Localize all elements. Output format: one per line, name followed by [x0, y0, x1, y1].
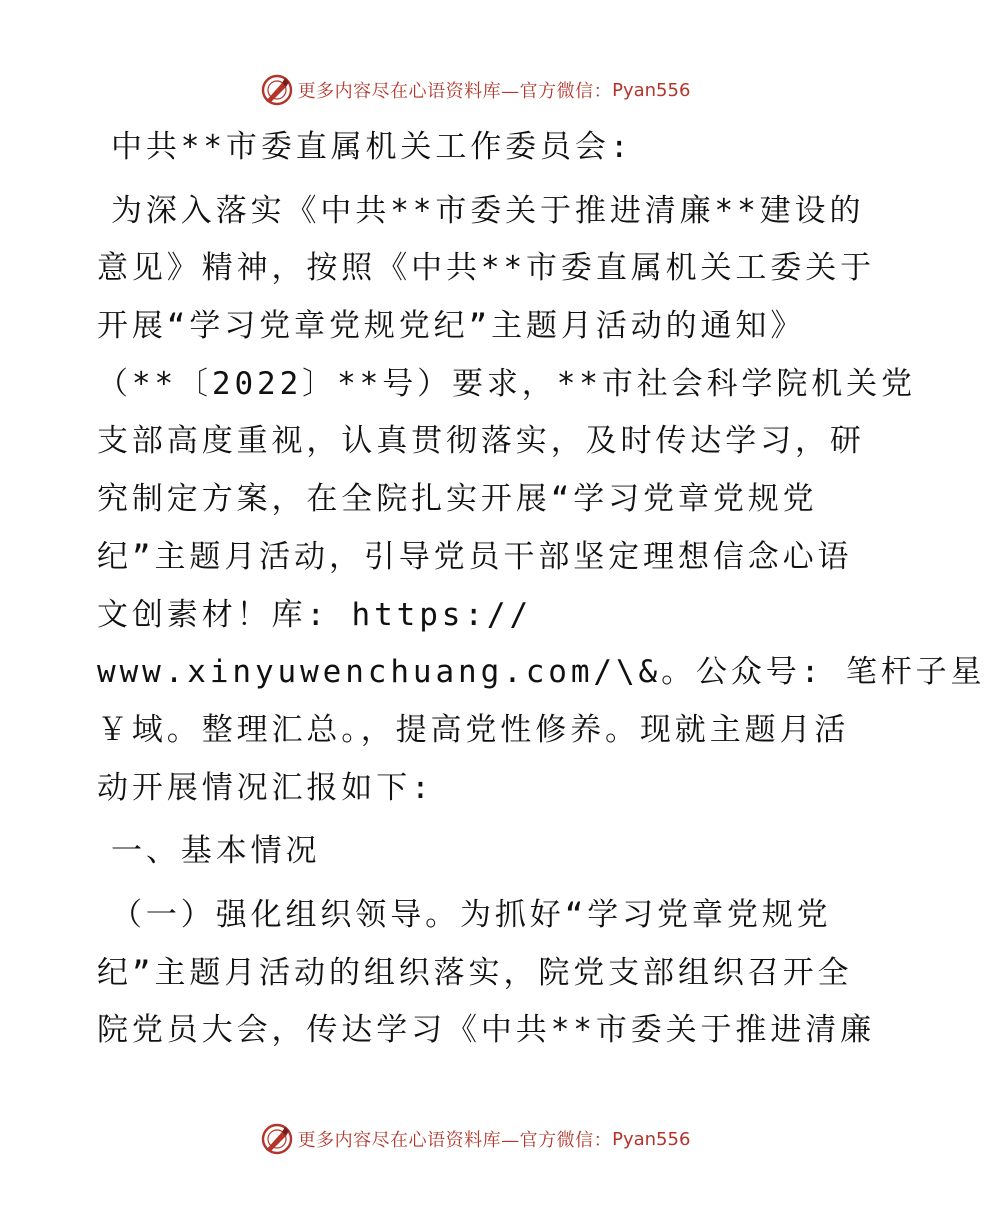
watermark-header: [0, 72, 950, 108]
paragraph-line: 文创素材！库: https://: [97, 596, 533, 633]
paragraph-line: 究制定方案，在全院扎实开展“学习党章党规党: [97, 481, 818, 518]
paragraph-line: 支部高度重视，认真贯彻落实，及时传达学习，研: [97, 423, 865, 460]
salutation-line: 中共**市委直属机关工作委员会:: [111, 129, 633, 165]
paragraph-line: （**〔2022〕**号）要求，**市社会科学院机关党: [97, 365, 916, 402]
paragraph-line: www.xinyuwenchuang.com/\&。公众号: 笔杆子星: [97, 654, 985, 691]
watermark-text: 更多内容尽在心语资料库—官方微信：: [297, 81, 613, 102]
paragraph-line: 纪”主题月活动的组织落实，院党支部组织召开全: [97, 954, 853, 991]
paragraph-line: 院党员大会，传达学习《中共**市委关于推进清廉: [97, 1012, 876, 1049]
paragraph-line: 开展“学习党章党规党纪”主题月活动的通知》: [97, 308, 806, 345]
watermark-wechat-id: Pyan556: [612, 1128, 691, 1150]
paragraph-line: 为深入落实《中共**市委关于推进清廉**建设的: [111, 192, 865, 229]
paragraph-line: 意见》精神，按照《中共**市委直属机关工委关于: [97, 250, 876, 287]
paragraph-line: （一）强化组织领导。为抓好“学习党章党规党: [111, 896, 832, 933]
paragraph-line: 动开展情况汇报如下:: [97, 769, 434, 806]
section-heading: 一、基本情况: [111, 833, 321, 870]
watermark-footer: [0, 1121, 950, 1157]
document-body: [97, 119, 985, 1060]
watermark-wechat-id: Pyan556: [612, 79, 691, 101]
pen-circle-logo-icon: [260, 1122, 294, 1156]
pen-circle-logo-icon: [260, 73, 294, 107]
paragraph-line: ￥域。整理汇总。，提高党性修养。现就主题月活: [97, 711, 850, 748]
watermark-text: 更多内容尽在心语资料库—官方微信：: [297, 1130, 613, 1151]
paragraph-line: 纪”主题月活动，引导党员干部坚定理想信念心语: [97, 538, 853, 575]
